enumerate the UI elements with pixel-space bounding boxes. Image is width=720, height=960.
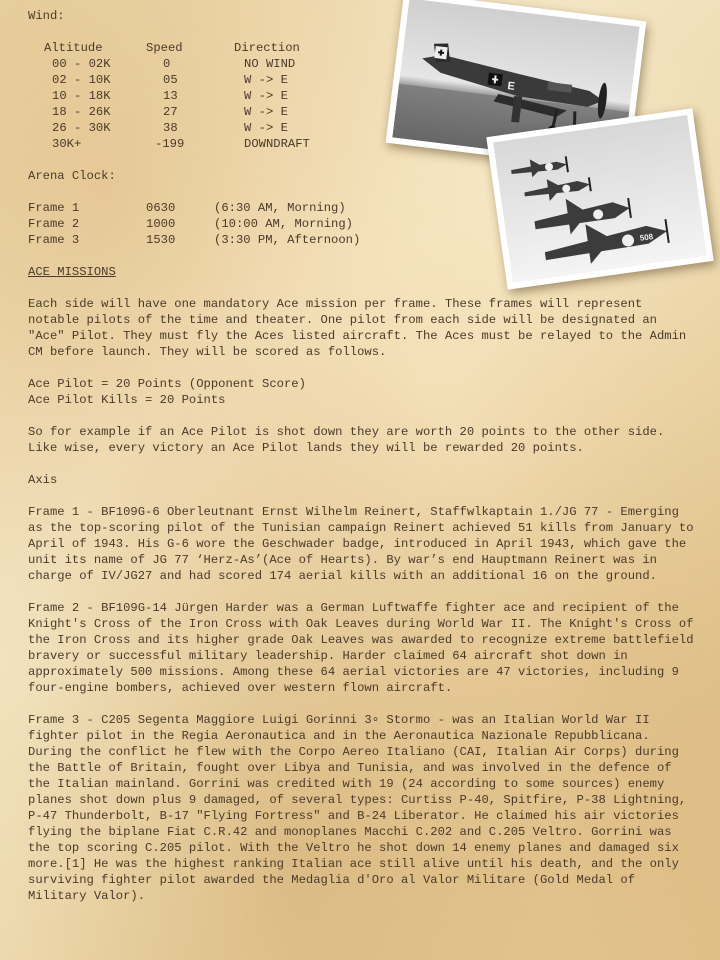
wind-speed: 05 xyxy=(163,73,178,87)
svg-text:E: E xyxy=(506,80,516,93)
wind-direction: W -> E xyxy=(244,89,288,103)
wind-altitude: 30K+ xyxy=(52,137,82,151)
speed-header: Speed xyxy=(146,41,183,55)
clock-time: 0630 xyxy=(146,201,176,215)
clock-desc: (6:30 AM, Morning) xyxy=(214,201,346,215)
altitude-header: Altitude xyxy=(44,41,103,55)
wind-direction: W -> E xyxy=(244,121,288,135)
svg-text:508: 508 xyxy=(639,232,654,243)
clock-frame: Frame 3 xyxy=(28,233,80,247)
wind-direction: W -> E xyxy=(244,105,288,119)
clock-frame: Frame 2 xyxy=(28,217,80,231)
ace-intro-paragraph: Each side will have one mandatory Ace mission per frame. These frames will represent notable pilots of the time and theater. One pilot from each side will be designated an "Ace" Pilot. They must fly the Aces listed aircraft. The Aces must be relayed to the Admin CM before launch. They will be scored as follows. xyxy=(28,297,694,359)
clock-time: 1530 xyxy=(146,233,176,247)
wind-altitude: 00 - 02K xyxy=(52,57,111,71)
axis-label: Axis xyxy=(28,473,58,487)
ace-missions-heading: ACE MISSIONS xyxy=(28,265,116,279)
wind-title: Wind: xyxy=(28,9,65,23)
ace-score-line: Ace Pilot = 20 Points (Opponent Score) xyxy=(28,377,306,391)
wind-direction: W -> E xyxy=(244,73,288,87)
p47-formation-photo xyxy=(486,108,713,289)
wind-direction: NO WIND xyxy=(244,57,296,71)
arena-clock-title: Arena Clock: xyxy=(28,169,116,183)
wind-speed: 38 xyxy=(163,121,178,135)
wind-speed: 13 xyxy=(163,89,178,103)
wind-altitude: 18 - 26K xyxy=(52,105,111,119)
wind-altitude: 02 - 10K xyxy=(52,73,111,87)
clock-desc: (3:30 PM, Afternoon) xyxy=(214,233,361,247)
wind-speed: 0 xyxy=(163,57,171,71)
clock-frame: Frame 1 xyxy=(28,201,80,215)
ace-kills-score-line: Ace Pilot Kills = 20 Points xyxy=(28,393,226,407)
clock-desc: (10:00 AM, Morning) xyxy=(214,217,353,231)
axis-frame-3-paragraph: Frame 3 - C205 Segenta Maggiore Luigi Gorinni 3∘ Stormo - was an Italian World War II fighter pilot in the Regia Aeronautica and in the Aeronautica Nazionale Repubblicana. During the conflict he flew with the Corpo Aereo Italiano (CAI, Italian Air Corps) during the Battle of Britain, fought over Libya and Tunisia, and was involved in the defence of the Italian mainland. Gorrini was credited with 19 (24 according to some sources) enemy planes shot down plus 9 damaged, of several types: Curtiss P-40, Spitfire, P-38 Lightning, P-47 Thunderbolt, B-17 "Flying Fortress" and B-24 Liberator. He claimed his air victories flying the biplane Fiat C.R.42 and monoplanes Macchi C.202 and C.205 Veltro. Gorrini was the top scoring C.205 pilot. With the Veltro he shot down 14 enemy planes and damaged six more.[1] He was the highest ranking Italian ace still alive until his death, and the only surviving fighter pilot awarded the Medaglia d'Oro al Valor Militare (Gold Medal of Military Valor). xyxy=(28,713,694,903)
wind-direction: DOWNDRAFT xyxy=(244,137,310,151)
wind-speed: 27 xyxy=(163,105,178,119)
direction-header: Direction xyxy=(234,41,300,55)
wind-speed: -199 xyxy=(155,137,185,151)
ace-example-paragraph: So for example if an Ace Pilot is shot down they are worth 20 points to the other side. Like wise, every victory an Ace Pilot lands they will be rewarded 20 points. xyxy=(28,425,672,455)
p47-formation-image xyxy=(493,115,707,283)
wind-altitude: 26 - 30K xyxy=(52,121,111,135)
axis-frame-2-paragraph: Frame 2 - BF109G-14 Jürgen Harder was a German Luftwaffe fighter ace and recipient of the Knight's Cross of the Iron Cross with Oak Leaves during World War II. The Knight's Cross of the Iron Cross and its higher grade Oak Leaves was awarded to recognize extreme battlefield bravery or successful military leadership. Harder claimed 64 aircraft shot down in approximately 500 missions. Among these 64 aerial victories are 47 victories, including 9 four-engine bombers, achieved over western flown aircraft. xyxy=(28,601,701,695)
wind-altitude: 10 - 18K xyxy=(52,89,111,103)
axis-frame-1-paragraph: Frame 1 - BF109G-6 Oberleutnant Ernst Wilhelm Reinert, Staffwlkaptain 1./JG 77 - Emerging as the top-scoring pilot of the Tunisian campaign Reinert achieved 51 kills from January to April of 1943. His G-6 wore the Geschwader badge, introduced in April 1943, which gave the unit its name of JG 77 ‘Herz-As’(Ace of Hearts). By war’s end Hauptmann Reinert was in charge of IV/JG27 and had scored 174 aerial kills with an additional 16 on the ground. xyxy=(28,505,701,583)
clock-time: 1000 xyxy=(146,217,176,231)
